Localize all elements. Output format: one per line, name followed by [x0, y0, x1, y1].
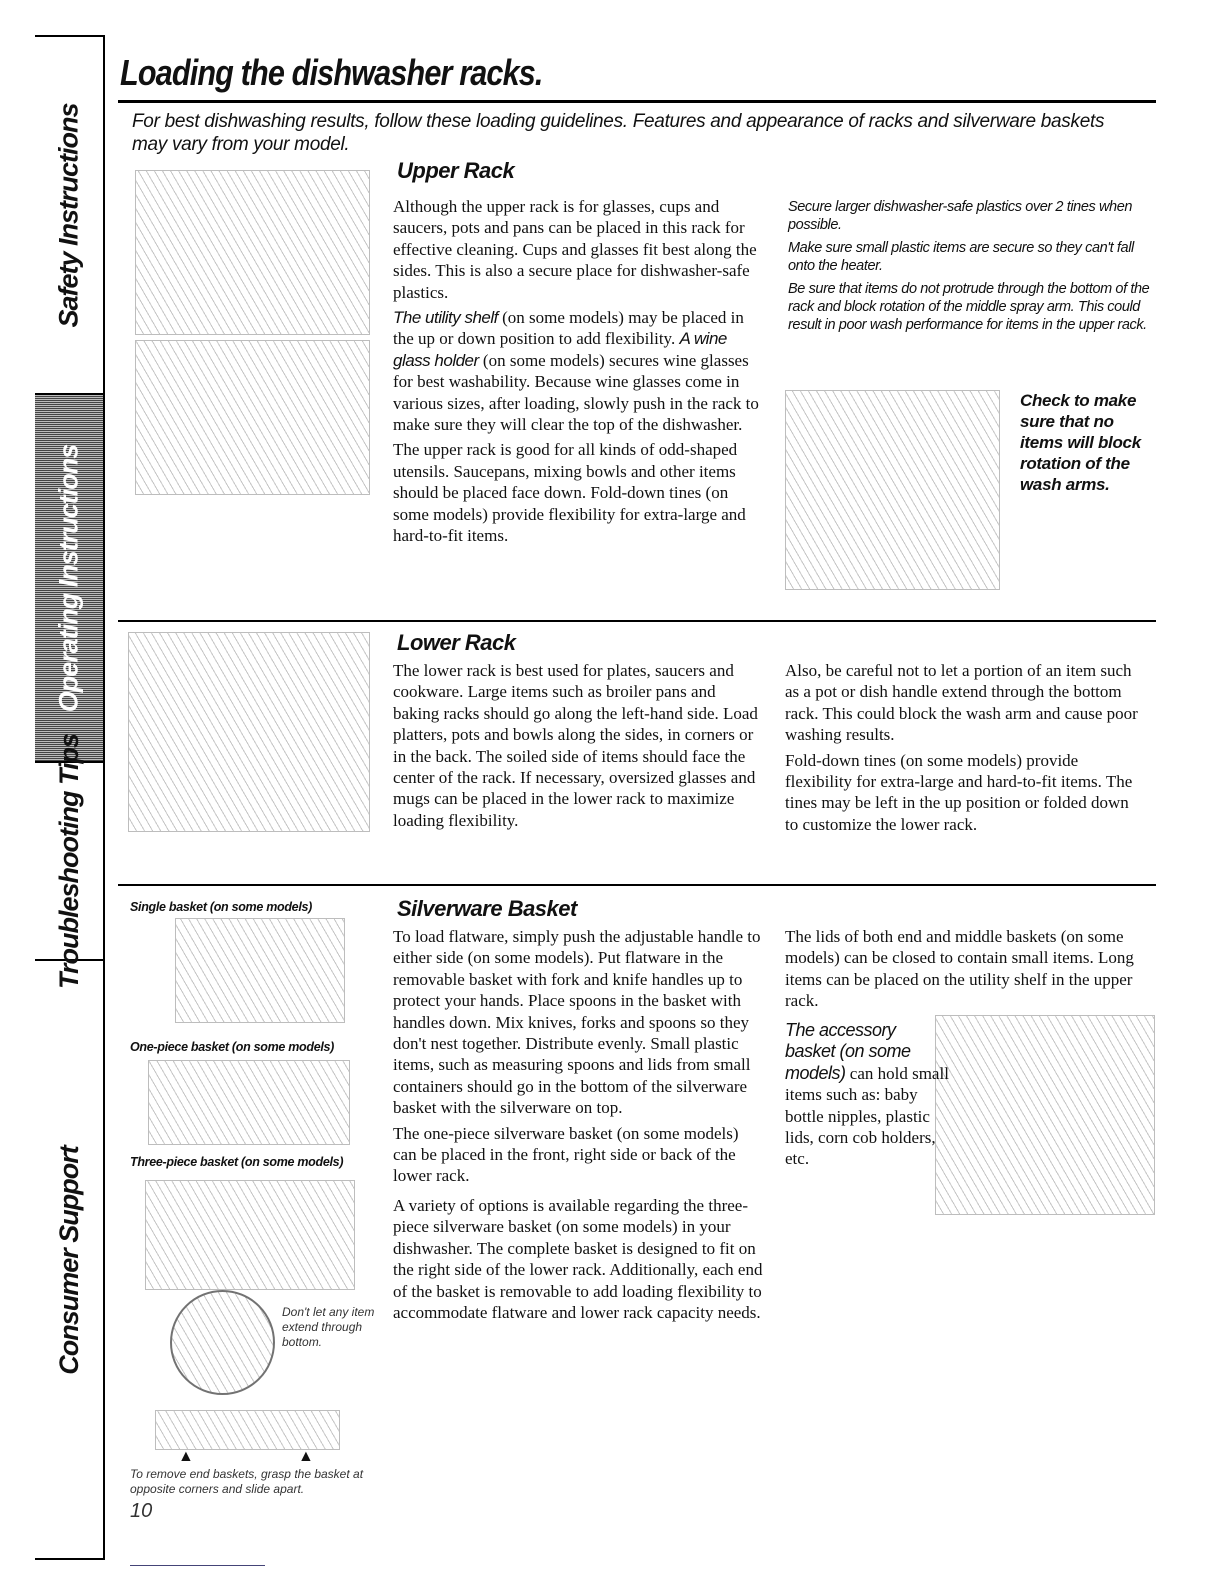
text: (on some models) secures wine glasses for best washability. Because wine glasses come in various sizes, after loading, slowly push in the rack to make sure they will clear the top of the dishwasher. — [393, 350, 759, 435]
silverware-basket-heading: Silverware Basket — [397, 896, 577, 921]
silverware-text — [393, 926, 765, 1327]
upper-rack-text — [393, 196, 765, 551]
three-piece-basket-illustration — [145, 1180, 355, 1290]
page-title: Loading the dishwasher racks. — [120, 52, 543, 93]
wash-arm-illustration — [785, 390, 1000, 590]
arrow-up-icon: ▲ — [178, 1448, 194, 1465]
lower-rack-text-right — [785, 660, 1140, 839]
lower-rack-heading: Lower Rack — [397, 630, 516, 655]
arrow-up-icon: ▲ — [298, 1448, 314, 1465]
wine-glass-holder-term: A wine glass holder — [393, 329, 727, 370]
three-piece-basket-caption: Three-piece basket (on some models) — [130, 1155, 344, 1169]
remove-end-baskets-note: To remove end baskets, grasp the basket at opposite corners and slide apart. — [130, 1467, 364, 1496]
footer-line — [130, 1565, 265, 1566]
accessory-basket-text — [785, 1020, 950, 1174]
sidebar-tabs — [35, 35, 105, 1560]
paragraph: To load flatware, simply push the adjustable handle to either side (on some models). Put flatware in the removable basket with fork and knife handles up to protect your hands. Place spoons in the basket with handles down. Mix knives, forks and spoons so they don't nest together. Distribute evenly. Small plastic items, such as measuring spoons and lids from small containers should go in the bottom of the silverware basket with the silverware on top. — [393, 927, 761, 1118]
one-piece-basket-caption: One-piece basket (on some models) — [130, 1040, 335, 1054]
dont-extend-note: Don't let any item extend through bottom. — [282, 1305, 375, 1349]
paragraph: The one-piece silverware basket (on some models) can be placed in the front, right side or back of the lower rack. — [393, 1123, 739, 1186]
title-rule — [118, 100, 1156, 103]
utility-shelf-term: The utility shelf — [393, 308, 498, 328]
upper-rack-notes — [788, 198, 1153, 339]
paragraph: The lids of both end and middle baskets (on some models) can be closed to contain small items. Long items can be placed on the utility shelf in the upper rack. — [785, 927, 1134, 1011]
text: can hold small items such as: baby bottle nipples, plastic lids, corn cob holders, etc. — [785, 1063, 949, 1169]
accessory-basket-illustration — [935, 1015, 1155, 1215]
tab-troubleshooting-tips[interactable] — [35, 733, 103, 989]
paragraph: The lower rack is best used for plates, saucers and cookware. Large items such as broiler pans and baking racks should go along the left-hand side. Load platters, pots and bowls along the sides, in corners or in the back. The soiled side of items should face the center of the rack. If necessary, oversized glasses and mugs can be placed in the lower rack to maximize loading flexibility. — [393, 661, 758, 830]
single-basket-illustration — [175, 918, 345, 1023]
section-divider — [118, 620, 1156, 622]
lower-rack-illustration — [128, 632, 370, 832]
section-divider — [118, 884, 1156, 886]
intro-text: For best dishwashing results, follow these loading guidelines. Features and appearance of racks and silverware baskets may vary from your model. — [132, 111, 1105, 155]
note: Make sure small plastic items are secure so they can't fall onto the heater. — [788, 240, 1134, 274]
paragraph: Although the upper rack is for glasses, cups and saucers, pots and pans can be placed in this rack for effective cleaning. Cups and glasses fit best along the sides. This is also a secure place for dishwasher-safe plastics. — [393, 197, 757, 302]
tab-operating-instructions[interactable] — [35, 395, 103, 763]
upper-rack-heading: Upper Rack — [397, 158, 515, 183]
accessory-basket-term: The accessory basket (on some models) — [785, 1020, 911, 1083]
end-basket-illustration — [155, 1410, 340, 1450]
paragraph: The upper rack is good for all kinds of odd-shaped utensils. Saucepans, mixing bowls and other items should be placed face down. Fold-down tines (on some models) provide flexibility for extra-large and hard-to-fit items. — [393, 440, 746, 546]
tab-safety-instructions[interactable] — [35, 37, 103, 395]
page-number: 10 — [130, 1500, 153, 1522]
paragraph: A variety of options is available regarding the three-piece silverware basket (on some models) in your dishwasher. The complete basket is designed to fit on the right side of the lower rack. Additionally, each end of the basket is removable to add loading flexibility to accommodate flatware and lower rack capacity needs. — [393, 1195, 763, 1322]
text: (on some models) may be placed in the up or down position to add flexibility. — [393, 308, 744, 349]
paragraph — [393, 307, 765, 435]
single-basket-caption: Single basket (on some models) — [130, 900, 313, 914]
one-piece-basket-illustration — [148, 1060, 350, 1145]
check-wash-arms-callout: Check to make sure that no items will block rotation of the wash arms. — [1020, 391, 1141, 494]
tab-consumer-support[interactable] — [35, 961, 103, 1560]
lower-rack-text — [393, 660, 758, 835]
silverware-text-right — [785, 926, 1135, 1016]
note: Be sure that items do not protrude through the bottom of the rack and block rotation of the middle spray arm. This could result in poor wash performance for items in the upper rack. — [788, 281, 1150, 333]
upper-rack-illustration — [135, 170, 370, 335]
tab-label: Consumer Support — [53, 1146, 84, 1375]
basket-bottom-detail-illustration — [170, 1290, 275, 1395]
paragraph: Fold-down tines (on some models) provide flexibility for extra-large and hard-to-fit items. The tines may be left in the up position or folded down to customize the lower rack. — [785, 750, 1133, 834]
tab-label: Troubleshooting Tips — [53, 733, 84, 989]
tab-label: Operating Instructions — [53, 444, 84, 712]
paragraph: Also, be careful not to let a portion of an item such as a pot or dish handle extend through the bottom rack. This could block the wash arm and cause poor washing results. — [785, 661, 1138, 745]
tab-label: Safety Instructions — [53, 102, 84, 328]
note: Secure larger dishwasher-safe plastics over 2 tines when possible. — [788, 199, 1133, 233]
wine-glass-holder-illustration — [135, 340, 370, 495]
